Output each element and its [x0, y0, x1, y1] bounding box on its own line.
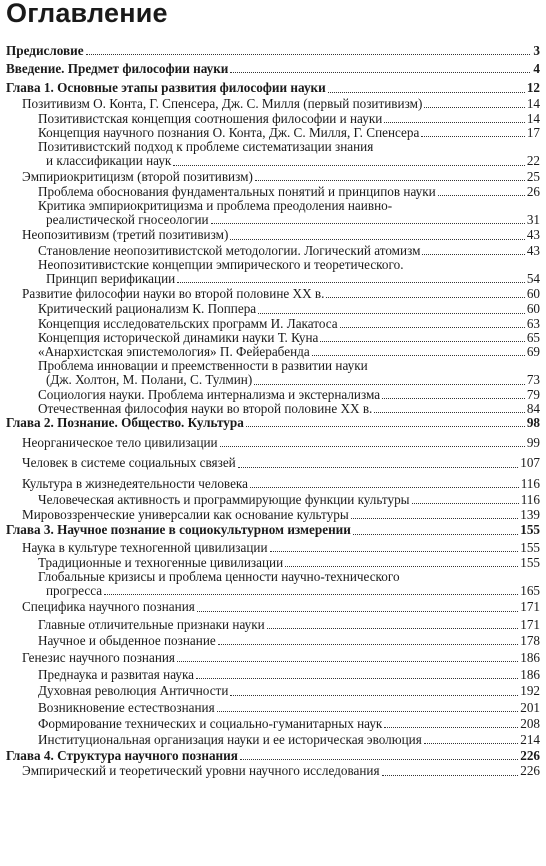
dot-leader	[424, 107, 524, 108]
toc-entry[interactable]	[0, 668, 546, 682]
toc-entry-text: Генезис научного познания	[22, 649, 176, 665]
toc-page-number: 155	[520, 522, 540, 538]
toc-page-number: 214	[520, 731, 540, 747]
dot-leader	[173, 165, 524, 166]
toc-entry-text: прогресса	[46, 583, 103, 599]
toc-page-number: 226	[520, 763, 540, 779]
dot-leader	[246, 426, 525, 427]
toc-entry[interactable]	[0, 331, 546, 345]
dot-leader	[421, 136, 524, 137]
toc-page-number: 43	[526, 242, 540, 258]
toc-entry-text: Традиционные и техногенные цивилизации	[38, 554, 284, 570]
dot-leader	[438, 195, 525, 196]
toc-entry-text: Принцип верификации	[46, 271, 176, 287]
dot-leader	[424, 743, 518, 744]
toc-entry-text: и классификации наук	[46, 153, 172, 169]
toc-entry-text: Позитивизм О. Конта, Г. Спенсера, Дж. С. Милля (первый позитивизм)	[22, 95, 423, 111]
toc-entry-text: Проблема обоснования фундаментальных понятий и принципов науки	[38, 183, 436, 199]
toc-entry-text: Мировоззренческие универсалии как основание культуры	[22, 507, 349, 523]
dot-leader	[196, 678, 518, 679]
toc-page-number: 171	[520, 599, 540, 615]
toc-chapter-entry[interactable]	[0, 62, 546, 76]
toc-entry-text: Критика эмпириокритицизма и проблема преодоления наивно-	[38, 198, 393, 214]
toc-entry-text: Глава 2. Познание. Общество. Культура	[6, 415, 244, 431]
toc-entry-text: Человеческая активность и программирующие функции культуры	[38, 491, 410, 507]
dot-leader	[320, 341, 524, 342]
toc-entry-text: Концепция исторической динамики науки Т. Куна	[38, 329, 319, 345]
table-of-contents	[0, 44, 546, 779]
toc-page-number: 73	[526, 372, 540, 388]
dot-leader	[353, 534, 518, 535]
dot-leader	[258, 313, 525, 314]
toc-entry-text: Эмпириокритицизм (второй позитивизм)	[22, 168, 253, 184]
toc-entry-text: Позитивистская концепция соотношения философии и науки	[38, 110, 383, 126]
toc-entry[interactable]	[0, 477, 546, 491]
toc-entry-text: Глава 1. Основные этапы развития философии науки	[6, 80, 326, 96]
dot-leader	[422, 254, 524, 255]
toc-entry[interactable]	[0, 436, 546, 450]
toc-chapter-entry[interactable]	[0, 416, 546, 430]
toc-entry-text: Социология науки. Проблема интернализма и экстернализма	[38, 386, 381, 402]
toc-entry[interactable]	[0, 213, 546, 227]
toc-entry-text: Духовная революция Античности	[38, 683, 229, 699]
dot-leader	[384, 122, 525, 123]
toc-page-number: 60	[526, 301, 540, 317]
toc-page-number: 192	[520, 683, 540, 699]
toc-entry[interactable]	[0, 170, 546, 184]
toc-entry[interactable]	[0, 556, 546, 570]
toc-page-number: 43	[526, 227, 540, 243]
toc-entry[interactable]	[0, 717, 546, 731]
toc-entry-text: Отечественная философия науки во второй половине XX в.	[38, 400, 373, 416]
toc-page-number: 63	[526, 315, 540, 331]
dot-leader	[412, 503, 519, 504]
toc-entry-text: Развитие философии науки во второй половине XX в.	[22, 286, 325, 302]
toc-entry[interactable]	[0, 388, 546, 402]
toc-page-number: 84	[526, 400, 540, 416]
toc-page-number: 178	[520, 632, 540, 648]
toc-page-number: 226	[520, 748, 540, 764]
dot-leader	[230, 72, 530, 73]
toc-entry-text: Концепция исследовательских программ И. Лакатоса	[38, 315, 338, 331]
toc-entry[interactable]	[0, 112, 546, 126]
toc-page-number: 99	[526, 435, 540, 451]
toc-entry-text: Эмпирический и теоретический уровни научного исследования	[22, 763, 380, 779]
dot-leader	[104, 594, 518, 595]
toc-entry[interactable]	[0, 302, 546, 316]
toc-entry-text: Введение. Предмет философии науки	[6, 61, 229, 77]
toc-page-number: 14	[526, 95, 540, 111]
toc-entry-line	[0, 359, 546, 373]
dot-leader	[250, 487, 519, 488]
toc-entry-text: Научное и обыденное познание	[38, 632, 216, 648]
toc-entry[interactable]	[0, 701, 546, 715]
toc-chapter-entry[interactable]	[0, 749, 546, 763]
dot-leader	[86, 54, 530, 55]
toc-entry-text: Неопозитивистские концепции эмпирического и теоретического.	[38, 256, 404, 272]
toc-entry-text: Главные отличительные признаки науки	[38, 616, 265, 632]
toc-page-number: 25	[526, 168, 540, 184]
toc-page-number: 116	[520, 475, 540, 491]
toc-entry-text: Глава 3. Научное познание в социокультурном измерении	[6, 522, 351, 538]
toc-entry[interactable]	[0, 287, 546, 301]
toc-entry[interactable]	[0, 651, 546, 665]
toc-entry[interactable]	[0, 733, 546, 747]
toc-chapter-entry[interactable]	[0, 81, 546, 95]
dot-leader	[382, 398, 525, 399]
toc-page-number: 171	[520, 616, 540, 632]
toc-entry[interactable]	[0, 272, 546, 286]
dot-leader	[384, 727, 518, 728]
toc-page-number: 186	[520, 649, 540, 665]
dot-leader	[218, 644, 518, 645]
dot-leader	[340, 327, 525, 328]
dot-leader	[267, 628, 519, 629]
toc-entry-text: Наука в культуре техногенной цивилизации	[22, 539, 268, 555]
toc-entry-text: (Дж. Холтон, М. Полани, С. Тулмин)	[46, 372, 253, 388]
toc-entry[interactable]	[0, 584, 546, 598]
toc-page-number: 69	[526, 344, 540, 360]
toc-entry[interactable]	[0, 345, 546, 359]
toc-entry-text: Проблема инновации и преемственности в развитии науки	[38, 358, 368, 374]
toc-entry-text: Преднаука и развитая наука	[38, 667, 195, 683]
dot-leader	[285, 566, 518, 567]
toc-page-number: 155	[520, 539, 540, 555]
toc-chapter-entry[interactable]	[0, 44, 546, 58]
toc-entry-text: Институциональная организация науки и ее историческая эволюция	[38, 731, 422, 747]
toc-entry[interactable]	[0, 684, 546, 698]
toc-entry-text: Глава 4. Структура научного познания	[6, 748, 238, 764]
dot-leader	[312, 355, 525, 356]
toc-entry[interactable]	[0, 97, 546, 111]
dot-leader	[254, 384, 525, 385]
dot-leader	[211, 223, 525, 224]
toc-page-number: 208	[520, 715, 540, 731]
toc-entry-text: Предисловие	[6, 43, 84, 58]
toc-page-number: 22	[526, 153, 540, 169]
dot-leader	[217, 711, 519, 712]
toc-entry-line	[0, 140, 546, 154]
toc-entry[interactable]	[0, 618, 546, 632]
toc-entry-line	[0, 199, 546, 213]
toc-entry[interactable]	[0, 126, 546, 140]
toc-entry[interactable]	[0, 456, 546, 470]
dot-leader	[351, 518, 519, 519]
dot-leader	[177, 282, 525, 283]
toc-entry[interactable]	[0, 185, 546, 199]
toc-page-number: 26	[526, 183, 540, 199]
toc-page-number: 186	[520, 667, 540, 683]
toc-entry-text: Культура в жизнедеятельности человека	[22, 475, 248, 491]
dot-leader	[326, 297, 524, 298]
toc-entry[interactable]	[0, 373, 546, 387]
dot-leader	[230, 239, 524, 240]
toc-page-number: 54	[526, 271, 540, 287]
toc-chapter-entry[interactable]	[0, 523, 546, 537]
dot-leader	[255, 180, 525, 181]
dot-leader	[177, 661, 518, 662]
toc-entry[interactable]	[0, 402, 546, 416]
toc-entry-text: реалистической гносеологии	[46, 212, 209, 228]
toc-entry[interactable]	[0, 493, 546, 507]
toc-entry[interactable]	[0, 317, 546, 331]
toc-entry-text: Человек в системе социальных связей	[22, 455, 236, 471]
toc-page-number: 98	[526, 415, 540, 431]
toc-entry-text: Неопозитивизм (третий позитивизм)	[22, 227, 229, 243]
toc-page-number: 155	[520, 554, 540, 570]
toc-page-number: 79	[526, 386, 540, 402]
toc-entry-text: Возникновение естествознания	[38, 699, 215, 715]
toc-entry[interactable]	[0, 228, 546, 242]
toc-entry[interactable]	[0, 541, 546, 555]
toc-page-number: 3	[533, 43, 540, 58]
toc-entry[interactable]	[0, 764, 546, 778]
toc-entry[interactable]	[0, 154, 546, 168]
toc-page-number: 165	[520, 583, 540, 599]
dot-leader	[270, 551, 519, 552]
toc-page-number: 17	[526, 125, 540, 141]
toc-page-number: 4	[533, 61, 540, 77]
toc-page-number: 31	[526, 212, 540, 228]
page-title: Оглавление	[6, 0, 168, 28]
toc-entry[interactable]	[0, 244, 546, 258]
dot-leader	[328, 92, 525, 93]
toc-page-number: 116	[520, 491, 540, 507]
toc-entry[interactable]	[0, 634, 546, 648]
toc-page-number: 139	[520, 507, 540, 523]
toc-page-number: 14	[526, 110, 540, 126]
toc-page-number: 65	[526, 329, 540, 345]
toc-page-number: 12	[526, 80, 540, 96]
toc-entry[interactable]	[0, 508, 546, 522]
dot-leader	[197, 611, 518, 612]
toc-page-number: 201	[520, 699, 540, 715]
toc-entry-text: «Анархистская эпистемология» П. Фейерабенда	[38, 344, 310, 360]
toc-entry-text: Формирование технических и социально-гуманитарных наук	[38, 715, 383, 731]
dot-leader	[238, 467, 518, 468]
toc-entry-text: Концепция научного познания О. Конта, Дж. С. Милля, Г. Спенсера	[38, 125, 420, 141]
toc-entry-text: Неорганическое тело цивилизации	[22, 435, 218, 451]
toc-entry-line	[0, 258, 546, 272]
toc-page-number: 60	[526, 286, 540, 302]
toc-entry-text: Критический рационализм К. Поппера	[38, 301, 257, 317]
toc-entry-text: Специфика научного познания	[22, 599, 195, 615]
toc-entry[interactable]	[0, 600, 546, 614]
toc-entry-text: Глобальные кризисы и проблема ценности научно-технического	[38, 568, 400, 584]
toc-page-number: 107	[520, 455, 540, 471]
toc-entry-text: Становление неопозитивистской методологии. Логический атомизм	[38, 242, 421, 258]
dot-leader	[374, 412, 524, 413]
dot-leader	[382, 775, 519, 776]
dot-leader	[240, 759, 518, 760]
dot-leader	[220, 446, 525, 447]
toc-entry-text: Позитивистский подход к проблеме систематизации знания	[38, 139, 374, 155]
toc-entry-line	[0, 570, 546, 584]
dot-leader	[230, 695, 518, 696]
